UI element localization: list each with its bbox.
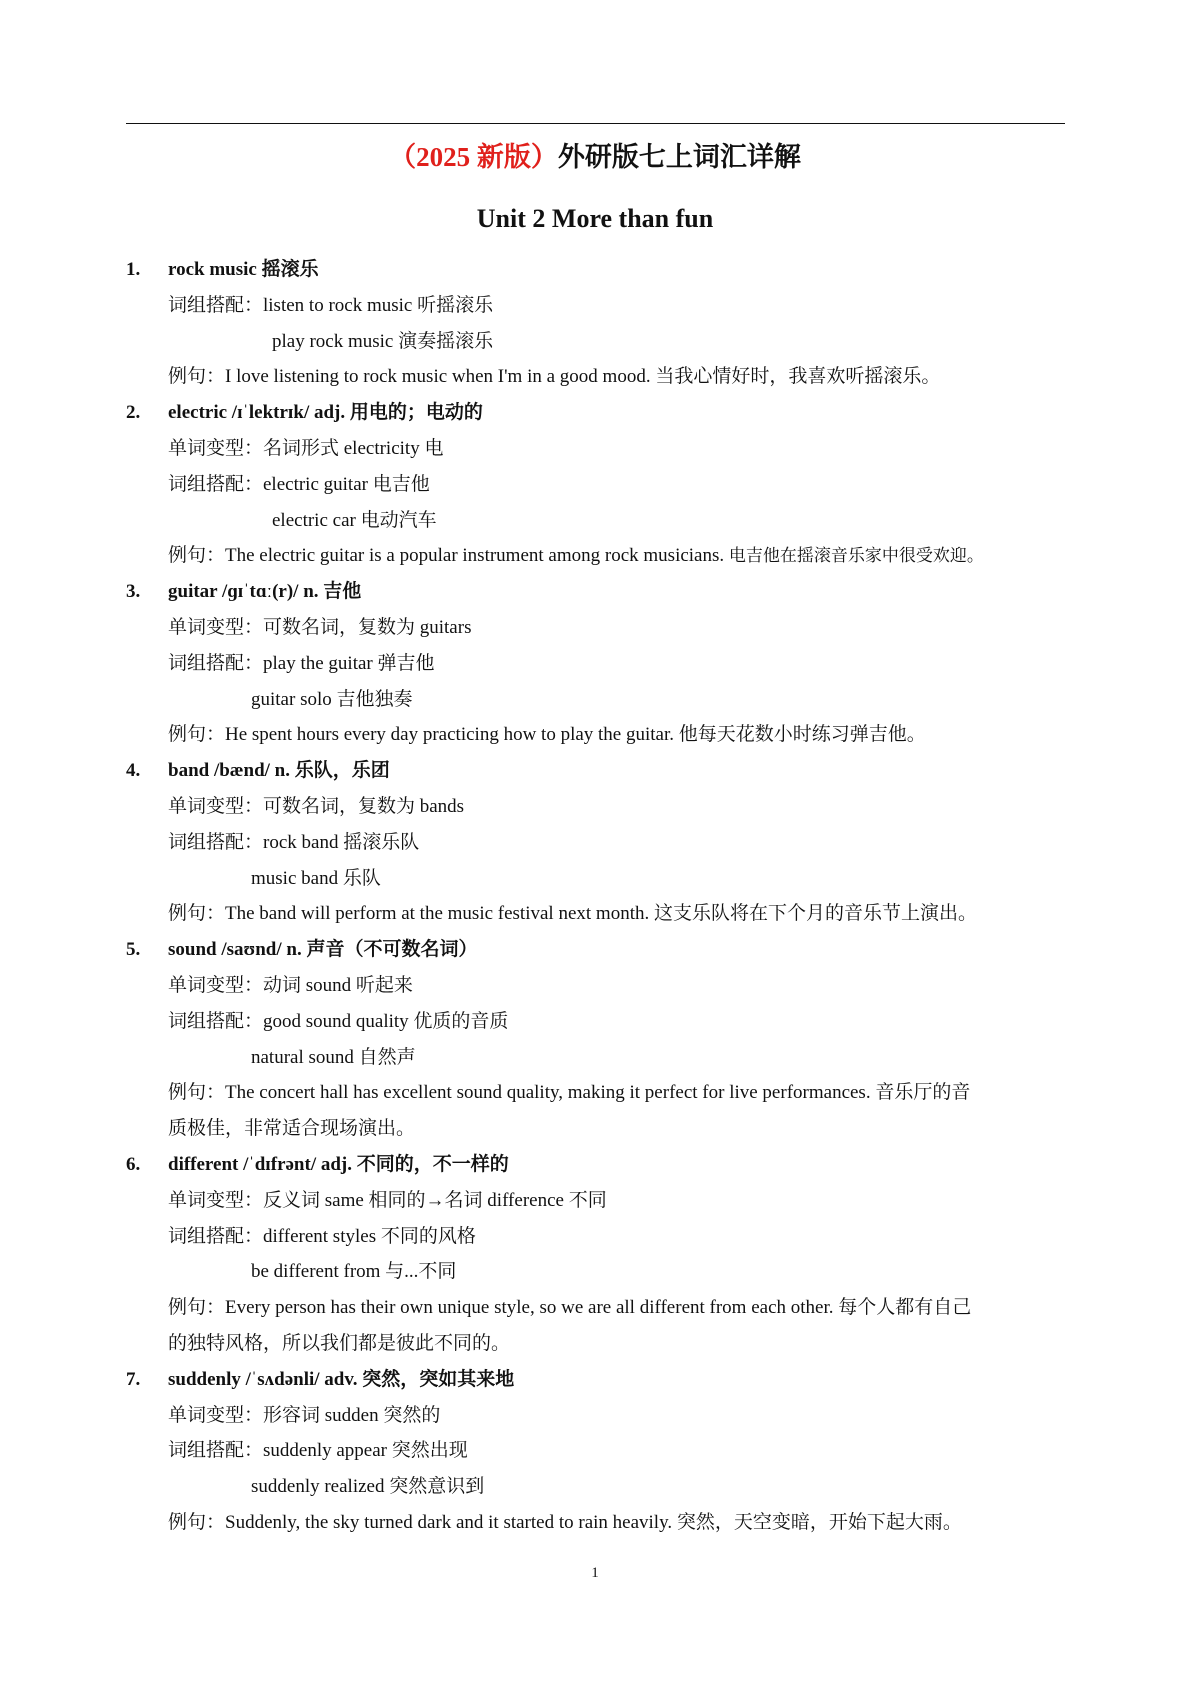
entry-heading bbox=[0, 932, 1190, 968]
entry-collocation: 词组搭配：listen to rock music 听摇滚乐 bbox=[168, 294, 494, 316]
entry-example: 例句：The band will perform at the music festival next month. 这支乐队将在下个月的音乐节上演出。 bbox=[168, 903, 977, 925]
entry-collocation: guitar solo 吉他独奏 bbox=[251, 688, 413, 710]
entry-collocation: be different from 与...不同 bbox=[251, 1261, 457, 1283]
entry-collocation: play rock music 演奏摇滚乐 bbox=[272, 330, 494, 352]
document-title bbox=[0, 137, 1190, 177]
entry-collocation: 词组搭配：rock band 摇滚乐队 bbox=[168, 831, 420, 853]
entry-number: 3. bbox=[126, 581, 141, 603]
entry-heading bbox=[0, 574, 1190, 610]
entry-collocation: 词组搭配：different styles 不同的风格 bbox=[168, 1225, 476, 1247]
entry-collocation: 词组搭配：play the guitar 弹吉他 bbox=[168, 652, 435, 674]
title-text: 外研版七上词汇详解 bbox=[557, 142, 801, 172]
entry-collocation: natural sound 自然声 bbox=[251, 1046, 416, 1068]
entry-heading bbox=[0, 1362, 1190, 1398]
entry-headword: sound /saʊnd/ n. 声音（不可数名词） bbox=[168, 939, 478, 961]
entry-example-continued: 的独特风格，所以我们都是彼此不同的。 bbox=[168, 1332, 511, 1354]
entry-heading bbox=[0, 252, 1190, 288]
title-edition-tag: （2025 新版） bbox=[389, 142, 558, 172]
entry-number: 1. bbox=[126, 259, 141, 280]
entry-collocation: suddenly realized 突然意识到 bbox=[251, 1476, 485, 1498]
header-rule bbox=[126, 123, 1065, 124]
entry-example: 例句：The concert hall has excellent sound quality, making it perfect for live performances. 音乐厅的音 bbox=[168, 1082, 971, 1104]
unit-title: Unit 2 More than fun bbox=[476, 204, 714, 233]
entry-headword: suddenly /ˈsʌdənli/ adv. 突然，突如其来地 bbox=[168, 1368, 515, 1390]
vocabulary-list bbox=[0, 252, 1190, 1541]
entry-collocation: music band 乐队 bbox=[251, 867, 381, 889]
entry-headword: electric /ɪˈlektrɪk/ adj. 用电的；电动的 bbox=[168, 402, 483, 424]
entry-headword: guitar /ɡɪˈtɑː(r)/ n. 吉他 bbox=[168, 581, 362, 603]
entry-collocation: 词组搭配：suddenly appear 突然出现 bbox=[168, 1440, 468, 1462]
entry-collocation: 词组搭配：good sound quality 优质的音质 bbox=[168, 1010, 509, 1032]
entry-example: 例句：Every person has their own unique style, so we are all different from each other. 每个人都有自己 bbox=[168, 1297, 972, 1319]
entry-heading bbox=[0, 395, 1190, 431]
page-number: 1 bbox=[591, 1565, 599, 1581]
entry-example: 例句：The electric guitar is a popular instrument among rock musicians. 电吉他在摇滚音乐家中很受欢迎。 bbox=[168, 545, 984, 567]
entry-number: 4. bbox=[126, 760, 141, 782]
entry-example: 例句：Suddenly, the sky turned dark and it started to rain heavily. 突然，天空变暗，开始下起大雨。 bbox=[168, 1511, 962, 1533]
entry-example-continued: 质极佳，非常适合现场演出。 bbox=[168, 1118, 416, 1140]
entry-variant: 单词变型：可数名词，复数为 bands bbox=[168, 795, 465, 817]
entry-number: 7. bbox=[126, 1368, 141, 1390]
entry-headword: rock music 摇滚乐 bbox=[168, 259, 319, 280]
entry-example: 例句：He spent hours every day practicing how to play the guitar. 他每天花数小时练习弹吉他。 bbox=[168, 724, 926, 746]
entry-variant: 单词变型：形容词 sudden 突然的 bbox=[168, 1404, 441, 1426]
entry-variant: 单词变型：动词 sound 听起来 bbox=[168, 974, 413, 996]
entry-headword: different /ˈdɪfrənt/ adj. 不同的，不一样的 bbox=[168, 1153, 509, 1175]
entry-number: 6. bbox=[126, 1153, 141, 1175]
entry-collocation: electric car 电动汽车 bbox=[272, 509, 437, 531]
entry-heading bbox=[0, 753, 1190, 789]
entry-number: 5. bbox=[126, 939, 141, 961]
entry-example: 例句：I love listening to rock music when I'm in a good mood. 当我心情好时，我喜欢听摇滚乐。 bbox=[168, 366, 941, 388]
entry-collocation: 词组搭配：electric guitar 电吉他 bbox=[168, 473, 430, 495]
entry-variant: 单词变型：名词形式 electricity 电 bbox=[168, 437, 444, 459]
entry-variant: 单词变型：可数名词，复数为 guitars bbox=[168, 616, 472, 638]
entry-number: 2. bbox=[126, 402, 141, 424]
entry-headword: band /bænd/ n. 乐队，乐团 bbox=[168, 760, 390, 782]
entry-heading bbox=[0, 1147, 1190, 1183]
entry-variant: 单词变型：反义词 same 相同的→名词 difference 不同 bbox=[168, 1189, 607, 1211]
